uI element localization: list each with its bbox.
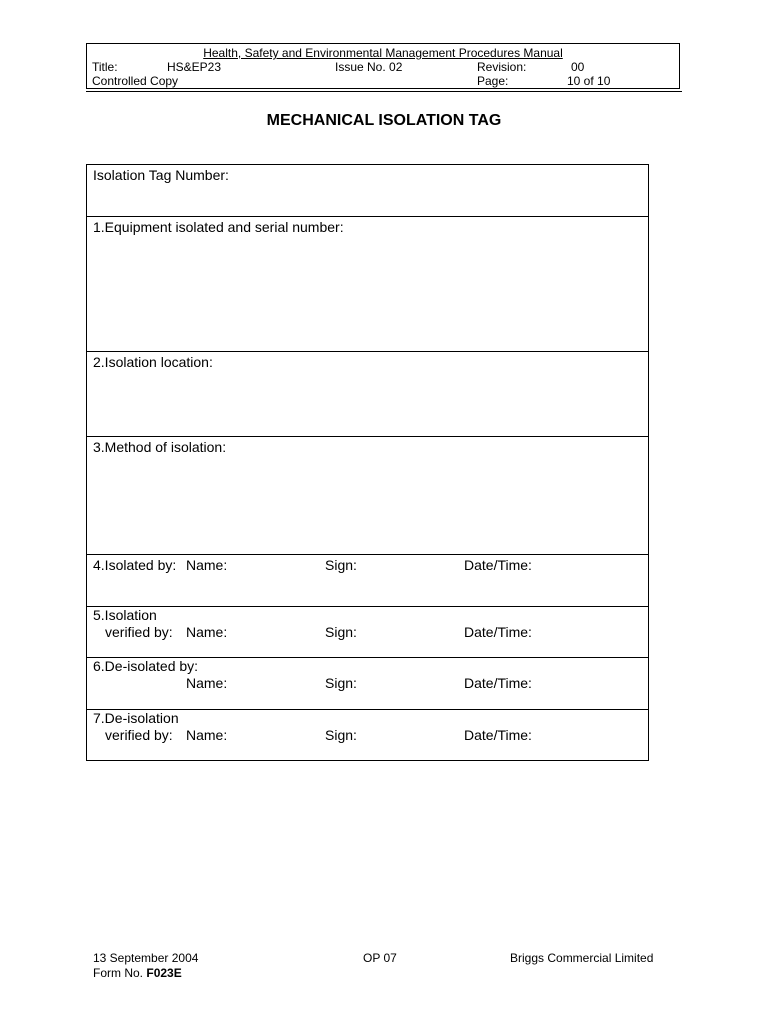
date-time-label: Date/Time: (464, 675, 532, 691)
page-label: Page: (477, 74, 509, 88)
footer-form-number (93, 966, 182, 981)
isolated-by-label: 4.Isolated by: (93, 557, 177, 573)
name-label: Name: (186, 557, 228, 573)
document-title: MECHANICAL ISOLATION TAG (266, 112, 502, 129)
sign-label: Sign: (325, 675, 357, 691)
footer-date: 13 September 2004 (93, 951, 199, 965)
revision-value: 00 (571, 60, 585, 74)
row-deisolated-by (87, 658, 648, 710)
form-number-label: Form No. (93, 966, 144, 980)
equipment-label: 1.Equipment isolated and serial number: (93, 219, 344, 235)
date-time-label: Date/Time: (464, 727, 532, 743)
footer-company: Briggs Commercial Limited (510, 951, 654, 965)
name-label: Name: (186, 727, 228, 743)
document-header (86, 43, 680, 89)
tag-number-label: Isolation Tag Number: (93, 167, 229, 183)
row-isolated-by (87, 555, 648, 607)
row-method (87, 437, 648, 555)
sign-label: Sign: (325, 557, 357, 573)
row-equipment (87, 217, 648, 352)
revision-label: Revision: (477, 60, 527, 74)
row-isolation-verified (87, 607, 648, 658)
page-number: 10 of 10 (567, 74, 611, 88)
row-location (87, 352, 648, 437)
header-rule (86, 91, 682, 92)
row-tag-number (87, 165, 648, 217)
form-number-value: F023E (146, 966, 182, 980)
title-value: HS&EP23 (167, 60, 222, 74)
controlled-copy: Controlled Copy (92, 74, 179, 88)
isolation-tag-form (86, 164, 649, 761)
row-deisolation-verified (87, 710, 648, 760)
sign-label: Sign: (325, 727, 357, 743)
footer-op-number: OP 07 (363, 951, 397, 965)
name-label: Name: (186, 675, 228, 691)
sign-label: Sign: (325, 624, 357, 640)
name-label: Name: (186, 624, 228, 640)
date-time-label: Date/Time: (464, 624, 532, 640)
manual-title: Health, Safety and Environmental Management Procedures Manual (203, 46, 563, 60)
isolation-verified-label-2: verified by: (105, 624, 173, 640)
deisolated-by-label: 6.De-isolated by: (93, 658, 199, 674)
method-label: 3.Method of isolation: (93, 439, 227, 455)
deisolation-verified-label-2: verified by: (105, 727, 173, 743)
issue-number: Issue No. 02 (335, 60, 403, 74)
location-label: 2.Isolation location: (93, 354, 213, 370)
title-label: Title: (92, 60, 118, 74)
deisolation-verified-label-1: 7.De-isolation (93, 710, 179, 726)
date-time-label: Date/Time: (464, 557, 532, 573)
isolation-verified-label-1: 5.Isolation (93, 607, 157, 623)
